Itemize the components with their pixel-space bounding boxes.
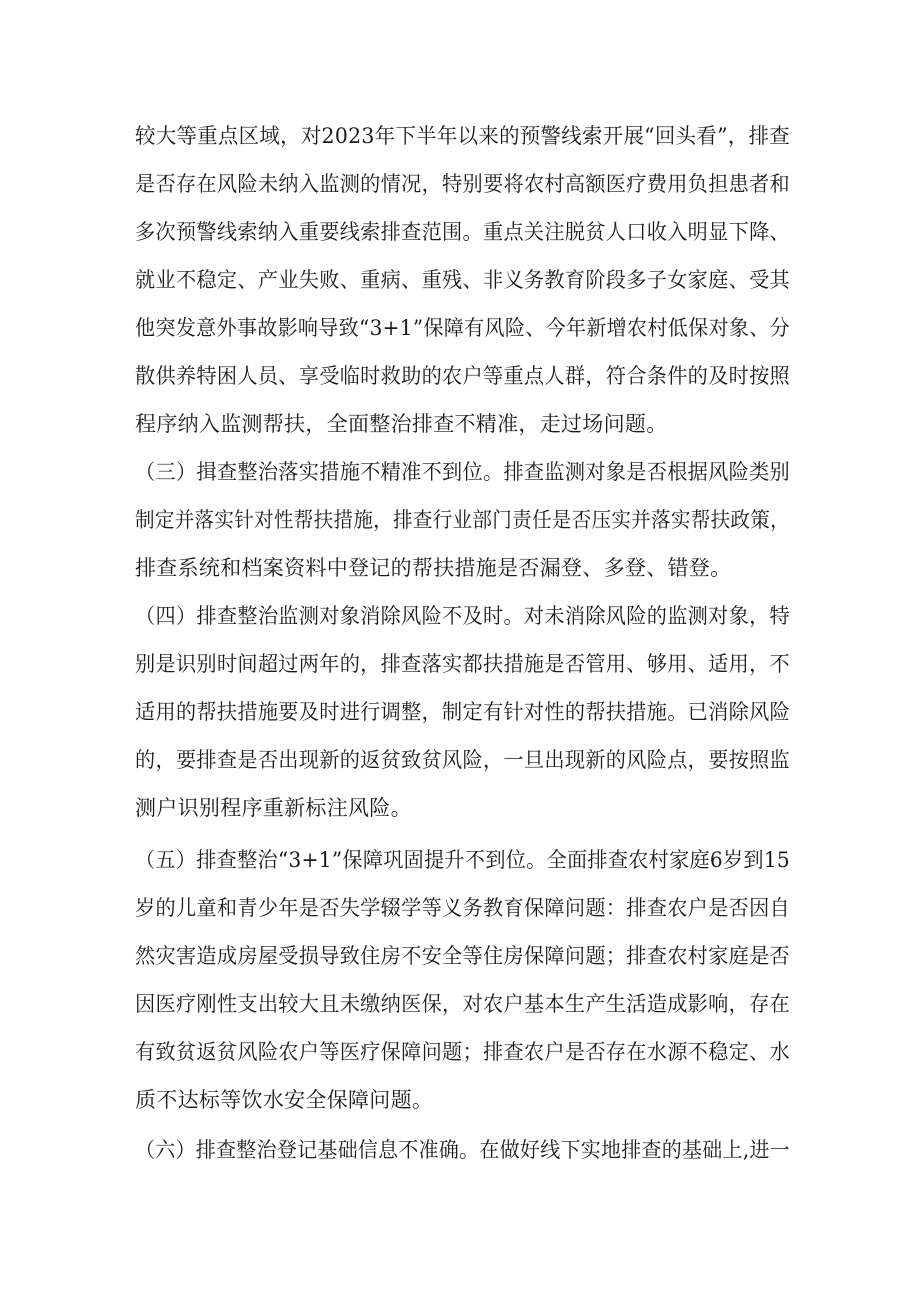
line-text: 是否存在风险未纳入监测的情况，特别要将农村高额医疗费用负担患者和 — [135, 172, 791, 196]
line-text: 他突发意外事故影响导致“3+1”保障有风险、今年新增农村低保对象、分 — [135, 316, 790, 340]
text-line — [0, 934, 920, 978]
text-line — [0, 546, 920, 590]
text-line — [0, 210, 920, 254]
line-text: 排查系统和档案资料中登记的帮扶措施是否漏登、多登、错登。 — [135, 556, 732, 580]
text-line — [0, 402, 920, 446]
text-line — [0, 886, 920, 930]
text-line — [0, 642, 920, 686]
text-line — [0, 258, 920, 302]
line-text: 因医疗刚性支出较大且未缴纳医保，对农户基本生产生活造成影响，存在 — [135, 992, 791, 1016]
line-text: 适用的帮扶措施要及时进行调整，制定有针对性的帮扶措施。已消除风险 — [135, 700, 791, 724]
text-line — [0, 786, 920, 830]
line-text: 质不达标等饮水安全保障问题。 — [135, 1088, 434, 1112]
text-line — [0, 594, 920, 638]
line-text: （四）排查整治监测对象消除风险不及时。对未消除风险的监测对象，特 — [135, 604, 791, 628]
line-text: 然灾害造成房屋受损导致住房不安全等住房保障问题；排查农村家庭是否 — [135, 944, 791, 968]
line-text: （三）揖查整治落实措施不精准不到位。排查监测对象是否根据风险类别 — [135, 460, 791, 484]
text-line — [0, 1128, 920, 1172]
line-text: 就业不稳定、产业失败、重病、重残、非义务教育阶段多子女家庭、受其 — [135, 268, 791, 292]
line-text: （六）排查整治登记基础信息不准确。在做好线下实地排查的基础上,进一 — [135, 1138, 790, 1162]
text-line — [0, 1078, 920, 1122]
text-line — [0, 838, 920, 882]
text-line — [0, 690, 920, 734]
text-line — [0, 450, 920, 494]
text-line — [0, 114, 920, 158]
line-text: 散供养特困人员、享受临时救助的农户等重点人群，符合条件的及时按照 — [135, 364, 791, 388]
line-text: 测户识别程序重新标注风险。 — [135, 796, 412, 820]
text-line — [0, 162, 920, 206]
text-line — [0, 982, 920, 1026]
line-text: 程序纳入监测帮扶，全面整治排查不精准，走过场问题。 — [135, 412, 668, 436]
line-text: 别是识别时间超过两年的，排查落实都扶措施是否管用、够用、适用，不 — [135, 652, 791, 676]
line-text: 较大等重点区域，对2023年下半年以来的预警线索开展“回头看”，排查 — [135, 124, 791, 148]
line-text: （五）排查整治“3+1”保障巩固提升不到位。全面排查农村家庭6岁到15 — [135, 848, 791, 872]
text-line — [0, 738, 920, 782]
text-line — [0, 1030, 920, 1074]
line-text: 多次预警线索纳入重要线索排查范围。重点关注脱贫人口收入明显下降、 — [135, 220, 791, 244]
text-line — [0, 306, 920, 350]
line-text: 岁的儿童和青少年是否失学辍学等义务教育保障问题：排查农户是否因自 — [135, 896, 791, 920]
line-text: 有致贫返贫风险农户等医疗保障问题；排查农户是否存在水源不稳定、水 — [135, 1040, 791, 1064]
text-line — [0, 354, 920, 398]
text-line — [0, 498, 920, 542]
line-text: 制定并落实针对性帮扶措施，排查行业部门责任是否压实并落实帮扶政策， — [135, 508, 790, 532]
line-text: 的，要排查是否出现新的返贫致贫风险，一旦出现新的风险点，要按照监 — [135, 748, 791, 772]
